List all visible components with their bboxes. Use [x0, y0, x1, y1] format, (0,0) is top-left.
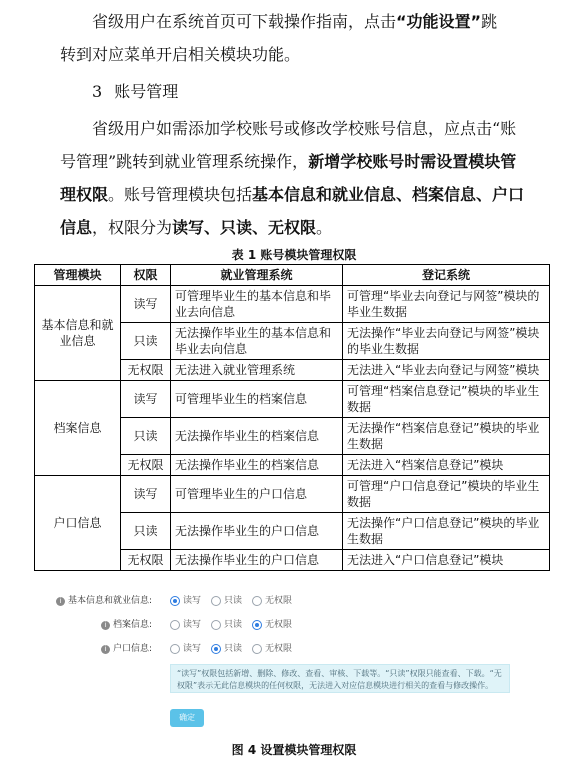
registration-cell: 可管理“档案信息登记”模块的毕业生数据: [343, 381, 550, 418]
employment-cell: 无法操作毕业生的档案信息: [171, 455, 343, 476]
radio-group: [170, 641, 302, 657]
info-icon: i: [56, 597, 65, 606]
radio-read-write[interactable]: [170, 617, 201, 633]
header-module: 管理模块: [35, 265, 121, 286]
registration-cell: 无法操作“毕业去向登记与网签”模块的毕业生数据: [343, 323, 550, 360]
intro-paragraph: [60, 5, 530, 71]
form-row-basic-info: [0, 593, 588, 609]
permission-cell: 读写: [121, 476, 171, 513]
form-row-household-info: [0, 641, 588, 657]
account-emphasis-d: 基本信息和就业信息、档案信息、户口信息: [60, 185, 525, 237]
radio-button[interactable]: [170, 644, 180, 654]
radio-label: 只读: [224, 620, 243, 630]
radio-button-selected[interactable]: [170, 596, 180, 606]
function-settings-emphasis: “功能设置”: [396, 12, 482, 31]
employment-cell: 可管理毕业生的基本信息和毕业去向信息: [171, 286, 343, 323]
section-title: 账号管理: [114, 82, 179, 101]
radio-label: 无权限: [265, 620, 293, 630]
module-cell: 基本信息和就业信息: [35, 286, 121, 381]
registration-cell: 无法进入“户口信息登记”模块: [343, 550, 550, 571]
permission-cell: 无权限: [121, 455, 171, 476]
radio-label: 只读: [224, 644, 243, 654]
radio-label: 只读: [224, 596, 243, 606]
employment-cell: 无法操作毕业生的户口信息: [171, 550, 343, 571]
radio-button-selected[interactable]: [252, 620, 262, 630]
radio-group: [170, 593, 302, 609]
registration-cell: 可管理“户口信息登记”模块的毕业生数据: [343, 476, 550, 513]
registration-cell: 可管理“毕业去向登记与网签”模块的毕业生数据: [343, 286, 550, 323]
employment-cell: 可管理毕业生的档案信息: [171, 381, 343, 418]
employment-cell: 可管理毕业生的户口信息: [171, 476, 343, 513]
employment-cell: 无法操作毕业生的基本信息和毕业去向信息: [171, 323, 343, 360]
table-row: [35, 381, 550, 418]
registration-cell: 无法操作“户口信息登记”模块的毕业生数据: [343, 513, 550, 550]
radio-no-permission[interactable]: [252, 617, 292, 633]
section-number: 3: [92, 82, 103, 101]
permission-cell: 只读: [121, 323, 171, 360]
permission-cell: 读写: [121, 286, 171, 323]
radio-button[interactable]: [211, 596, 221, 606]
household-info-label: 户口信息:: [112, 644, 152, 654]
figure-caption: 图 4 设置模块管理权限: [231, 743, 357, 757]
registration-cell: 无法进入“毕业去向登记与网签”模块: [343, 360, 550, 381]
module-cell: 档案信息: [35, 381, 121, 476]
radio-button[interactable]: [252, 644, 262, 654]
account-paragraph: [60, 112, 530, 244]
radio-button-selected[interactable]: [211, 644, 221, 654]
radio-label: 读写: [183, 620, 202, 630]
intro-text: 省级用户在系统首页可下载操作指南，点击: [92, 12, 397, 31]
basic-info-label: 基本信息和就业信息:: [67, 596, 152, 606]
radio-read-only[interactable]: [211, 641, 242, 657]
table-header-row: [35, 265, 550, 286]
registration-cell: 无法进入“档案信息登记”模块: [343, 455, 550, 476]
account-emphasis-b: 新增学校账号时需设置模块管理权限: [60, 152, 517, 204]
info-icon: i: [101, 621, 110, 630]
header-employment-system: 就业管理系统: [171, 265, 343, 286]
registration-cell: 无法操作“档案信息登记”模块的毕业生数据: [343, 418, 550, 455]
form-row-archive-info: [0, 617, 588, 633]
archive-info-label: 档案信息:: [112, 620, 152, 630]
radio-button[interactable]: [252, 596, 262, 606]
permissions-table: [34, 264, 550, 571]
account-emphasis-f: 读写、只读、无权限: [172, 218, 317, 237]
radio-label: 读写: [183, 644, 202, 654]
module-cell: 户口信息: [35, 476, 121, 571]
radio-read-only[interactable]: [211, 593, 242, 609]
section-heading: [92, 80, 178, 104]
radio-read-write[interactable]: [170, 593, 201, 609]
intro-text-end: 跳: [481, 12, 498, 31]
permission-cell: 无权限: [121, 550, 171, 571]
radio-label: 无权限: [265, 644, 293, 654]
account-text-c: 。账号管理模块包括: [108, 185, 253, 204]
intro-text-line2: 转到对应菜单开启相关模块功能。: [60, 45, 301, 64]
table-row: [35, 286, 550, 323]
radio-label: 读写: [183, 596, 202, 606]
table-row: [35, 476, 550, 513]
confirm-button[interactable]: 确定: [170, 709, 204, 727]
account-text-e: ，权限分为: [92, 218, 173, 237]
permission-cell: 无权限: [121, 360, 171, 381]
employment-cell: 无法操作毕业生的档案信息: [171, 418, 343, 455]
account-text-a: 省级用户如需添加学校账号或修改学校账号信息，应点击“账号管理”跳转到就业管理系统操作，: [60, 119, 517, 171]
form-label: [56, 593, 152, 609]
radio-button[interactable]: [211, 620, 221, 630]
radio-read-only[interactable]: [211, 617, 242, 633]
account-text-g: 。: [316, 218, 333, 237]
permission-cell: 只读: [121, 418, 171, 455]
radio-no-permission[interactable]: [252, 641, 292, 657]
header-registration-system: 登记系统: [343, 265, 550, 286]
permission-cell: 读写: [121, 381, 171, 418]
radio-button[interactable]: [170, 620, 180, 630]
info-icon: i: [101, 645, 110, 654]
form-label: [101, 641, 152, 657]
employment-cell: 无法操作毕业生的户口信息: [171, 513, 343, 550]
table-caption: 表 1 账号模块管理权限: [231, 248, 357, 262]
employment-cell: 无法进入就业管理系统: [171, 360, 343, 381]
radio-no-permission[interactable]: [252, 593, 292, 609]
header-permission: 权限: [121, 265, 171, 286]
radio-group: [170, 617, 302, 633]
form-label: [101, 617, 152, 633]
permission-cell: 只读: [121, 513, 171, 550]
radio-read-write[interactable]: [170, 641, 201, 657]
radio-label: 无权限: [265, 596, 293, 606]
permission-notice: “读写”权限包括新增、删除、修改、查看、审核、下载等。“只读”权限只能查看、下载。“无权限”表示无此信息模块的任何权限，无法进入对应信息模块进行相关的查看与修改操作。: [170, 664, 510, 693]
